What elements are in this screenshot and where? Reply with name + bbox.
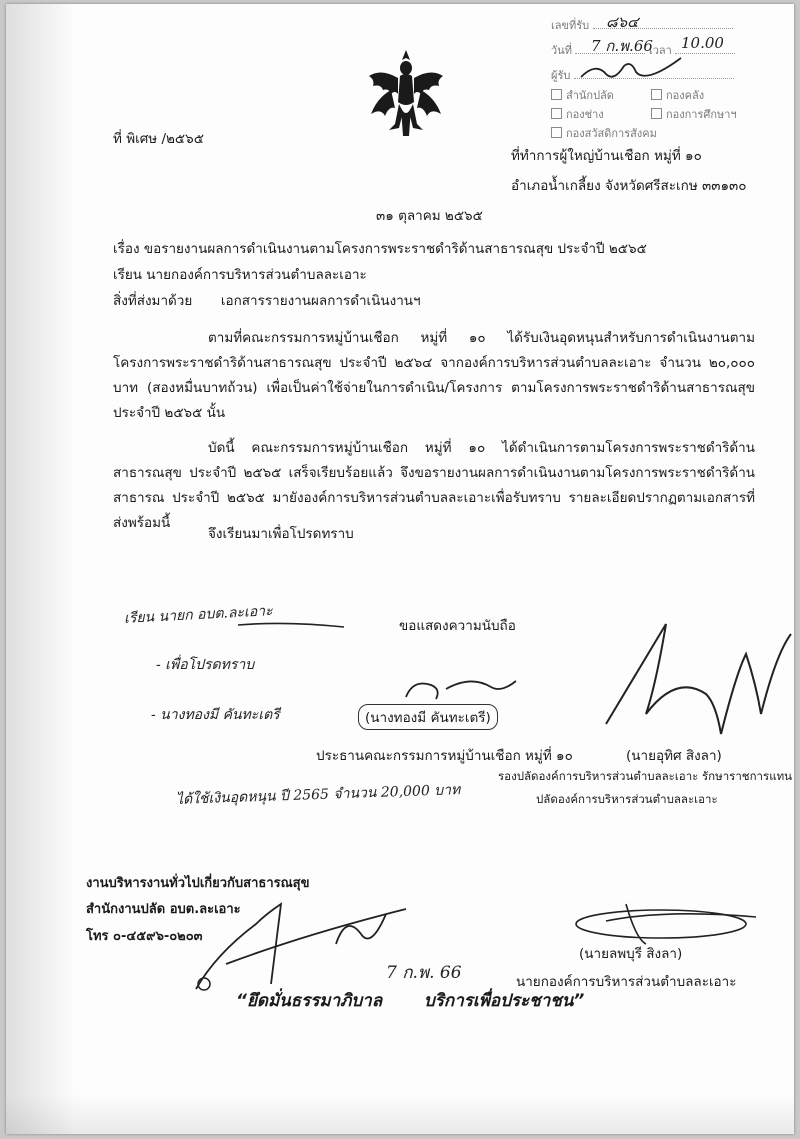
stamp-number-label: เลขที่รับ xyxy=(551,19,590,32)
stamp-option-label: กองคลัง xyxy=(666,89,705,102)
document-page xyxy=(6,4,794,1134)
office-address-line1: ที่ทำการผู้ใหญ่บ้านเชือก หมู่ที่ ๑๐ xyxy=(511,148,702,164)
doc-number: ที่ พิเศษ /๒๕๖๕ xyxy=(113,131,204,147)
checkbox-icon xyxy=(651,108,662,119)
body-paragraph-1: ตามที่คณะกรรมการหมู่บ้านเชือก หมู่ที่ ๑๐ ได้รับเงินอุดหนุนสำหรับการดำเนินงานตามโครงการพระราชดำริด้านสาธารณสุข ประจำปี ๒๕๖๔ จากองค์การบริหารส่วนตำบลละเอาะ จำนวน ๒๐,๐๐๐ บาท (สองหมื่นบาทถ้วน) เพื่อเป็นค่าใช้จ่ายในการดำเนิน/โครงการ ตามโครงการพระราชดำริด้านสาธารณสุข ประจำปี ๒๕๖๕ นั้น xyxy=(113,330,755,421)
doc-date: ๓๑ ตุลาคม ๒๕๖๕ xyxy=(376,208,483,224)
stamp-receiver-label: ผู้รับ xyxy=(551,69,571,82)
handwritten-date: 7 ก.พ. 66 xyxy=(386,963,462,983)
signatory-signature xyxy=(401,669,521,709)
attachment-label: สิ่งที่ส่งมาด้วย xyxy=(113,293,193,309)
checkbox-icon xyxy=(551,108,562,119)
stamp-option-5 xyxy=(551,124,657,142)
stamp-option-label: กองการศึกษาฯ xyxy=(666,108,737,121)
handwritten-note-2: - เพื่อโปรดทราบ xyxy=(156,657,255,673)
motto-left: “ยึดมั่นธรรมาภิบาล xyxy=(236,991,383,1011)
checkbox-icon xyxy=(551,89,562,100)
note-underline xyxy=(236,619,346,631)
stamp-option-label: กองสวัสดิการสังคม xyxy=(566,127,657,140)
deputy-signature xyxy=(596,614,794,744)
footer-office: สำนักงานปลัด อบต.ละเอาะ xyxy=(86,902,241,917)
attachment-value: เอกสารรายงานผลการดำเนินงานฯ xyxy=(220,293,421,309)
footer-phone: โทร ๐-๔๕๙๖-๐๒๐๓ xyxy=(86,929,203,944)
stamp-number-row xyxy=(551,16,733,34)
stamp-option-3 xyxy=(551,105,604,123)
stamp-time-label: เวลา xyxy=(648,44,672,57)
signatory-position: ประธานคณะกรรมการหมู่บ้านเชือก หมู่ที่ ๑๐ xyxy=(316,748,573,764)
stamp-date-value: 7 ก.พ.66 xyxy=(591,37,653,55)
to-line: เรียน นายกองค์การบริหารส่วนตำบลละเอาะ xyxy=(113,267,367,283)
closing-line: จึงเรียนมาเพื่อโปรดทราบ xyxy=(208,526,354,542)
handwritten-note-3: - นางทองมี คันทะเตรี xyxy=(151,707,280,723)
office-address-line2: อำเภอน้ำเกลี้ยง จังหวัดศรีสะเกษ ๓๓๑๓๐ xyxy=(511,178,747,194)
mayor-name: (นายลพบุรี สิงลา) xyxy=(579,946,683,962)
regards-line: ขอแสดงความนับถือ xyxy=(399,618,516,634)
footer-dept: งานบริหารงานทั่วไปเกี่ยวกับสาธารณสุข xyxy=(86,876,310,891)
stamp-option-4 xyxy=(651,105,737,123)
deputy-name: (นายอุทิศ สิงลา) xyxy=(626,748,722,764)
attachment-line xyxy=(113,289,421,311)
signatory-name: (นางทองมี คันทะเตรี) xyxy=(358,704,498,730)
stamp-option-label: กองช่าง xyxy=(566,108,604,121)
subject-line: เรื่อง ขอรายงานผลการดำเนินงานตามโครงการพระราชดำริด้านสาธารณสุข ประจำปี ๒๕๖๕ xyxy=(113,241,647,257)
deputy-position-1: รองปลัดองค์การบริหารส่วนตำบลละเอาะ รักษาราชการแทน xyxy=(498,769,793,783)
scan-shadow-bottom xyxy=(6,1094,794,1134)
stamp-number-value: ๘๖๔ xyxy=(606,13,639,31)
motto-right: บริการเพื่อประชาชน” xyxy=(424,991,585,1011)
stamp-receiver-signature xyxy=(576,52,686,92)
stamp-option-label: สำนักปลัด xyxy=(566,89,614,102)
body-paragraph-2: บัดนี้ คณะกรรมการหมู่บ้านเชือก หมู่ที่ ๑๐ ได้ดำเนินการตามโครงการพระราชดำริด้านสาธารณสุข ประจำปี ๒๕๖๕ เสร็จเรียบร้อยแล้ว จึงขอรายงานผลการดำเนินงานตามโครงการพระราชดำริด้านสาธารณ ประจำปี ๒๕๖๕ มายังองค์การบริหารส่วนตำบลละเอาะเพื่อรับทราบ รายละเอียดปรากฏตามเอกสารที่ส่งพร้อมนี้ xyxy=(113,440,755,531)
garuda-emblem xyxy=(361,46,451,141)
scan-shadow xyxy=(6,4,76,1134)
checkbox-icon xyxy=(551,127,562,138)
mayor-position: นายกองค์การบริหารส่วนตำบลละเอาะ xyxy=(516,974,737,990)
stamp-date-label: วันที่ xyxy=(551,44,572,57)
handwritten-note-4: ได้ใช้เงินอุดหนุน ปี 2565 จำนวน 20,000 บาท xyxy=(175,782,461,808)
handwritten-note-1: เรียน นายก อบต.ละเอาะ xyxy=(123,603,273,627)
deputy-position-2: ปลัดองค์การบริหารส่วนตำบลละเอาะ xyxy=(536,792,718,806)
stamp-time-value: 10.00 xyxy=(681,34,724,52)
